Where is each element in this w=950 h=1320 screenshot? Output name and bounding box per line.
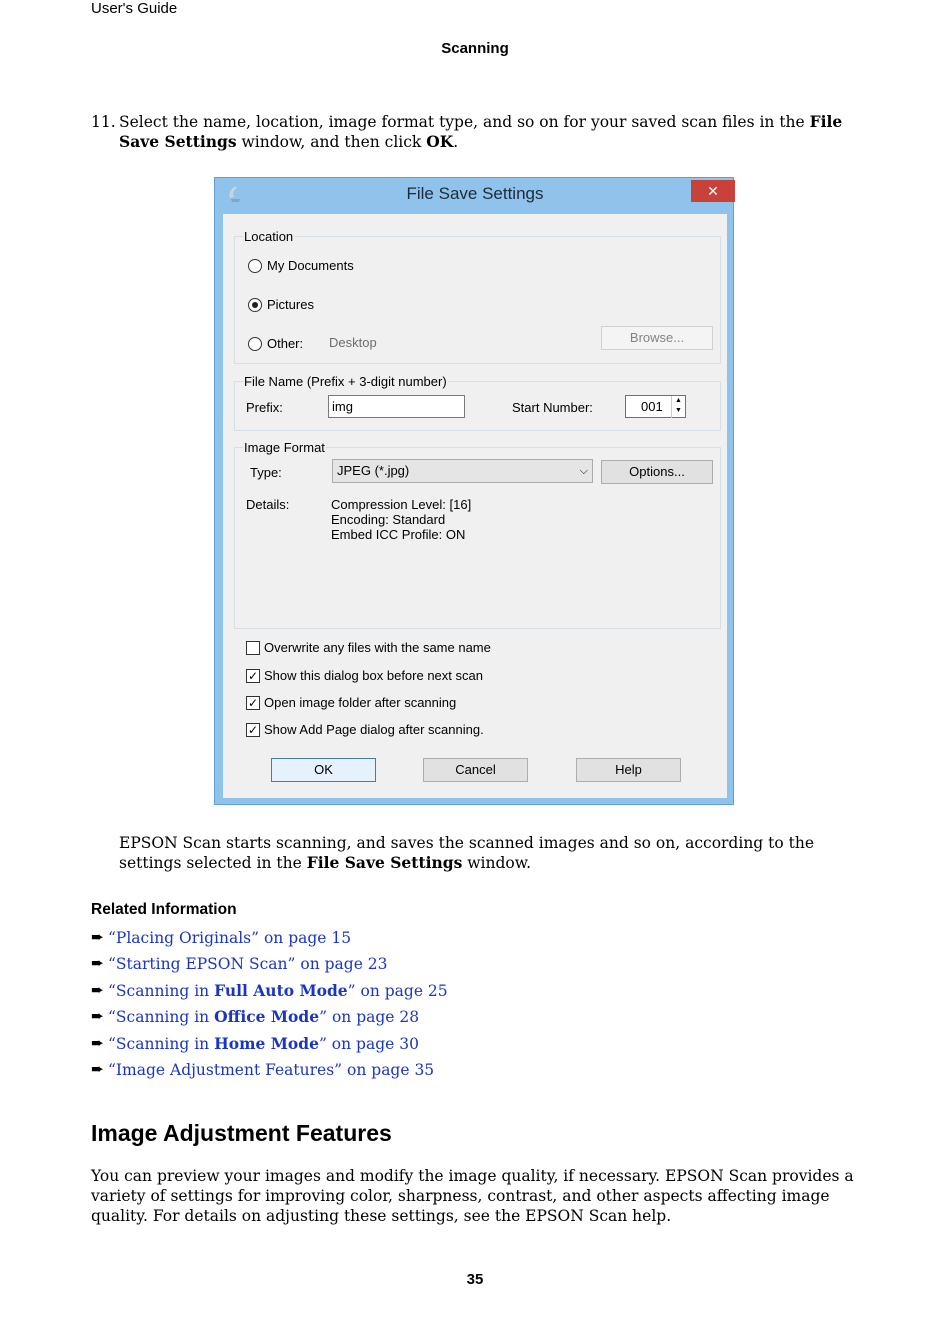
section-heading: Image Adjustment Features <box>91 1120 392 1146</box>
radio-other[interactable] <box>248 337 262 351</box>
related-link: “Scanning in Office Mode” on page 28 <box>108 1007 420 1027</box>
step-number: 11. <box>91 113 116 131</box>
radio-my-documents[interactable] <box>248 259 262 273</box>
start-number-value: 001 <box>641 399 663 414</box>
page-number: 35 <box>466 1271 484 1288</box>
arrow-right-icon: ➨ <box>91 1059 104 1078</box>
show-dialog-label: Show this dialog box before next scan <box>264 668 483 683</box>
radio-pictures[interactable] <box>248 298 262 312</box>
add-page-checkbox[interactable]: ✓ <box>247 723 259 737</box>
after-scan-paragraph: EPSON Scan starts scanning, and saves the scanned images and so on, according to the settings selected in the File Save Settings window. <box>119 834 815 872</box>
details-line: Encoding: Standard <box>331 512 446 527</box>
prefix-input[interactable]: img <box>328 395 465 418</box>
other-folder-value: Desktop <box>329 335 377 350</box>
arrow-right-icon: ➨ <box>91 1007 104 1026</box>
related-link: “Placing Originals” on page 15 <box>108 929 352 947</box>
section-body: You can preview your images and modify the image quality, if necessary. EPSON Scan provides a variety of settings for improving color, sharpness, contrast, and other aspects affecting image quality. For details on adjusting these settings, see the EPSON Scan help. <box>91 1167 854 1225</box>
overwrite-checkbox[interactable] <box>246 641 260 655</box>
running-head: User's Guide <box>91 0 178 17</box>
type-select[interactable] <box>332 459 593 483</box>
help-button[interactable]: Help <box>576 758 681 782</box>
arrow-right-icon: ➨ <box>91 980 104 999</box>
arrow-right-icon: ➨ <box>91 928 104 946</box>
dialog-title: File Save Settings <box>406 184 544 203</box>
stepper-arrows-icon[interactable]: ▲ ▼ <box>671 396 685 418</box>
related-link-item[interactable] <box>91 1034 691 1060</box>
type-label: Type: <box>250 465 282 480</box>
related-link: “Starting EPSON Scan” on page 23 <box>108 955 388 974</box>
related-link-item[interactable] <box>91 1007 691 1033</box>
details-label: Details: <box>246 497 290 512</box>
related-link: “Scanning in Home Mode” on page 30 <box>108 1033 419 1053</box>
options-button[interactable]: Options... <box>601 460 713 484</box>
close-icon[interactable]: ✕ <box>691 180 735 202</box>
related-link-item[interactable] <box>91 928 691 954</box>
ok-button[interactable]: OK <box>271 758 376 782</box>
cancel-button[interactable]: Cancel <box>423 758 528 782</box>
browse-button[interactable]: Browse... <box>601 326 713 350</box>
related-link-item[interactable] <box>91 981 691 1007</box>
start-number-label: Start Number: <box>512 400 593 415</box>
dialog-body <box>223 214 727 798</box>
show-dialog-checkbox[interactable]: ✓ <box>247 669 259 683</box>
overwrite-label: Overwrite any files with the same name <box>264 640 491 655</box>
file-name-label: File Name (Prefix + 3-digit number) <box>244 374 447 389</box>
related-link-item[interactable] <box>91 1060 691 1086</box>
related-links <box>91 928 691 1086</box>
step-text: Select the name, location, image format type, and so on for your saved scan files in the File Save Settings window, and then click OK. <box>119 112 843 151</box>
add-page-label: Show Add Page dialog after scanning. <box>264 722 484 737</box>
location-label: Location <box>244 229 294 244</box>
chevron-down-icon: ⌵ <box>579 465 588 477</box>
radio-my-documents-label: My Documents <box>267 258 354 273</box>
radio-other-label: Other: <box>267 336 304 351</box>
start-number-stepper[interactable] <box>625 395 686 418</box>
details-line: Embed ICC Profile: ON <box>331 527 466 542</box>
radio-pictures-label: Pictures <box>267 297 314 312</box>
file-save-settings-dialog <box>214 177 734 805</box>
related-link-item[interactable] <box>91 954 691 980</box>
arrow-right-icon: ➨ <box>91 954 104 973</box>
arrow-right-icon: ➨ <box>91 1033 104 1052</box>
open-folder-label: Open image folder after scanning <box>264 695 457 710</box>
image-format-label: Image Format <box>244 440 325 455</box>
related-link: “Image Adjustment Features” on page 35 <box>108 1060 435 1079</box>
details-line: Compression Level: [16] <box>331 497 472 512</box>
section-title: Scanning <box>441 40 509 57</box>
open-folder-checkbox[interactable]: ✓ <box>247 696 259 710</box>
related-link: “Scanning in Full Auto Mode” on page 25 <box>108 980 448 1000</box>
related-information-heading: Related Information <box>91 901 237 918</box>
type-select-value: JPEG (*.jpg) <box>337 463 410 478</box>
prefix-label: Prefix: <box>246 400 283 415</box>
